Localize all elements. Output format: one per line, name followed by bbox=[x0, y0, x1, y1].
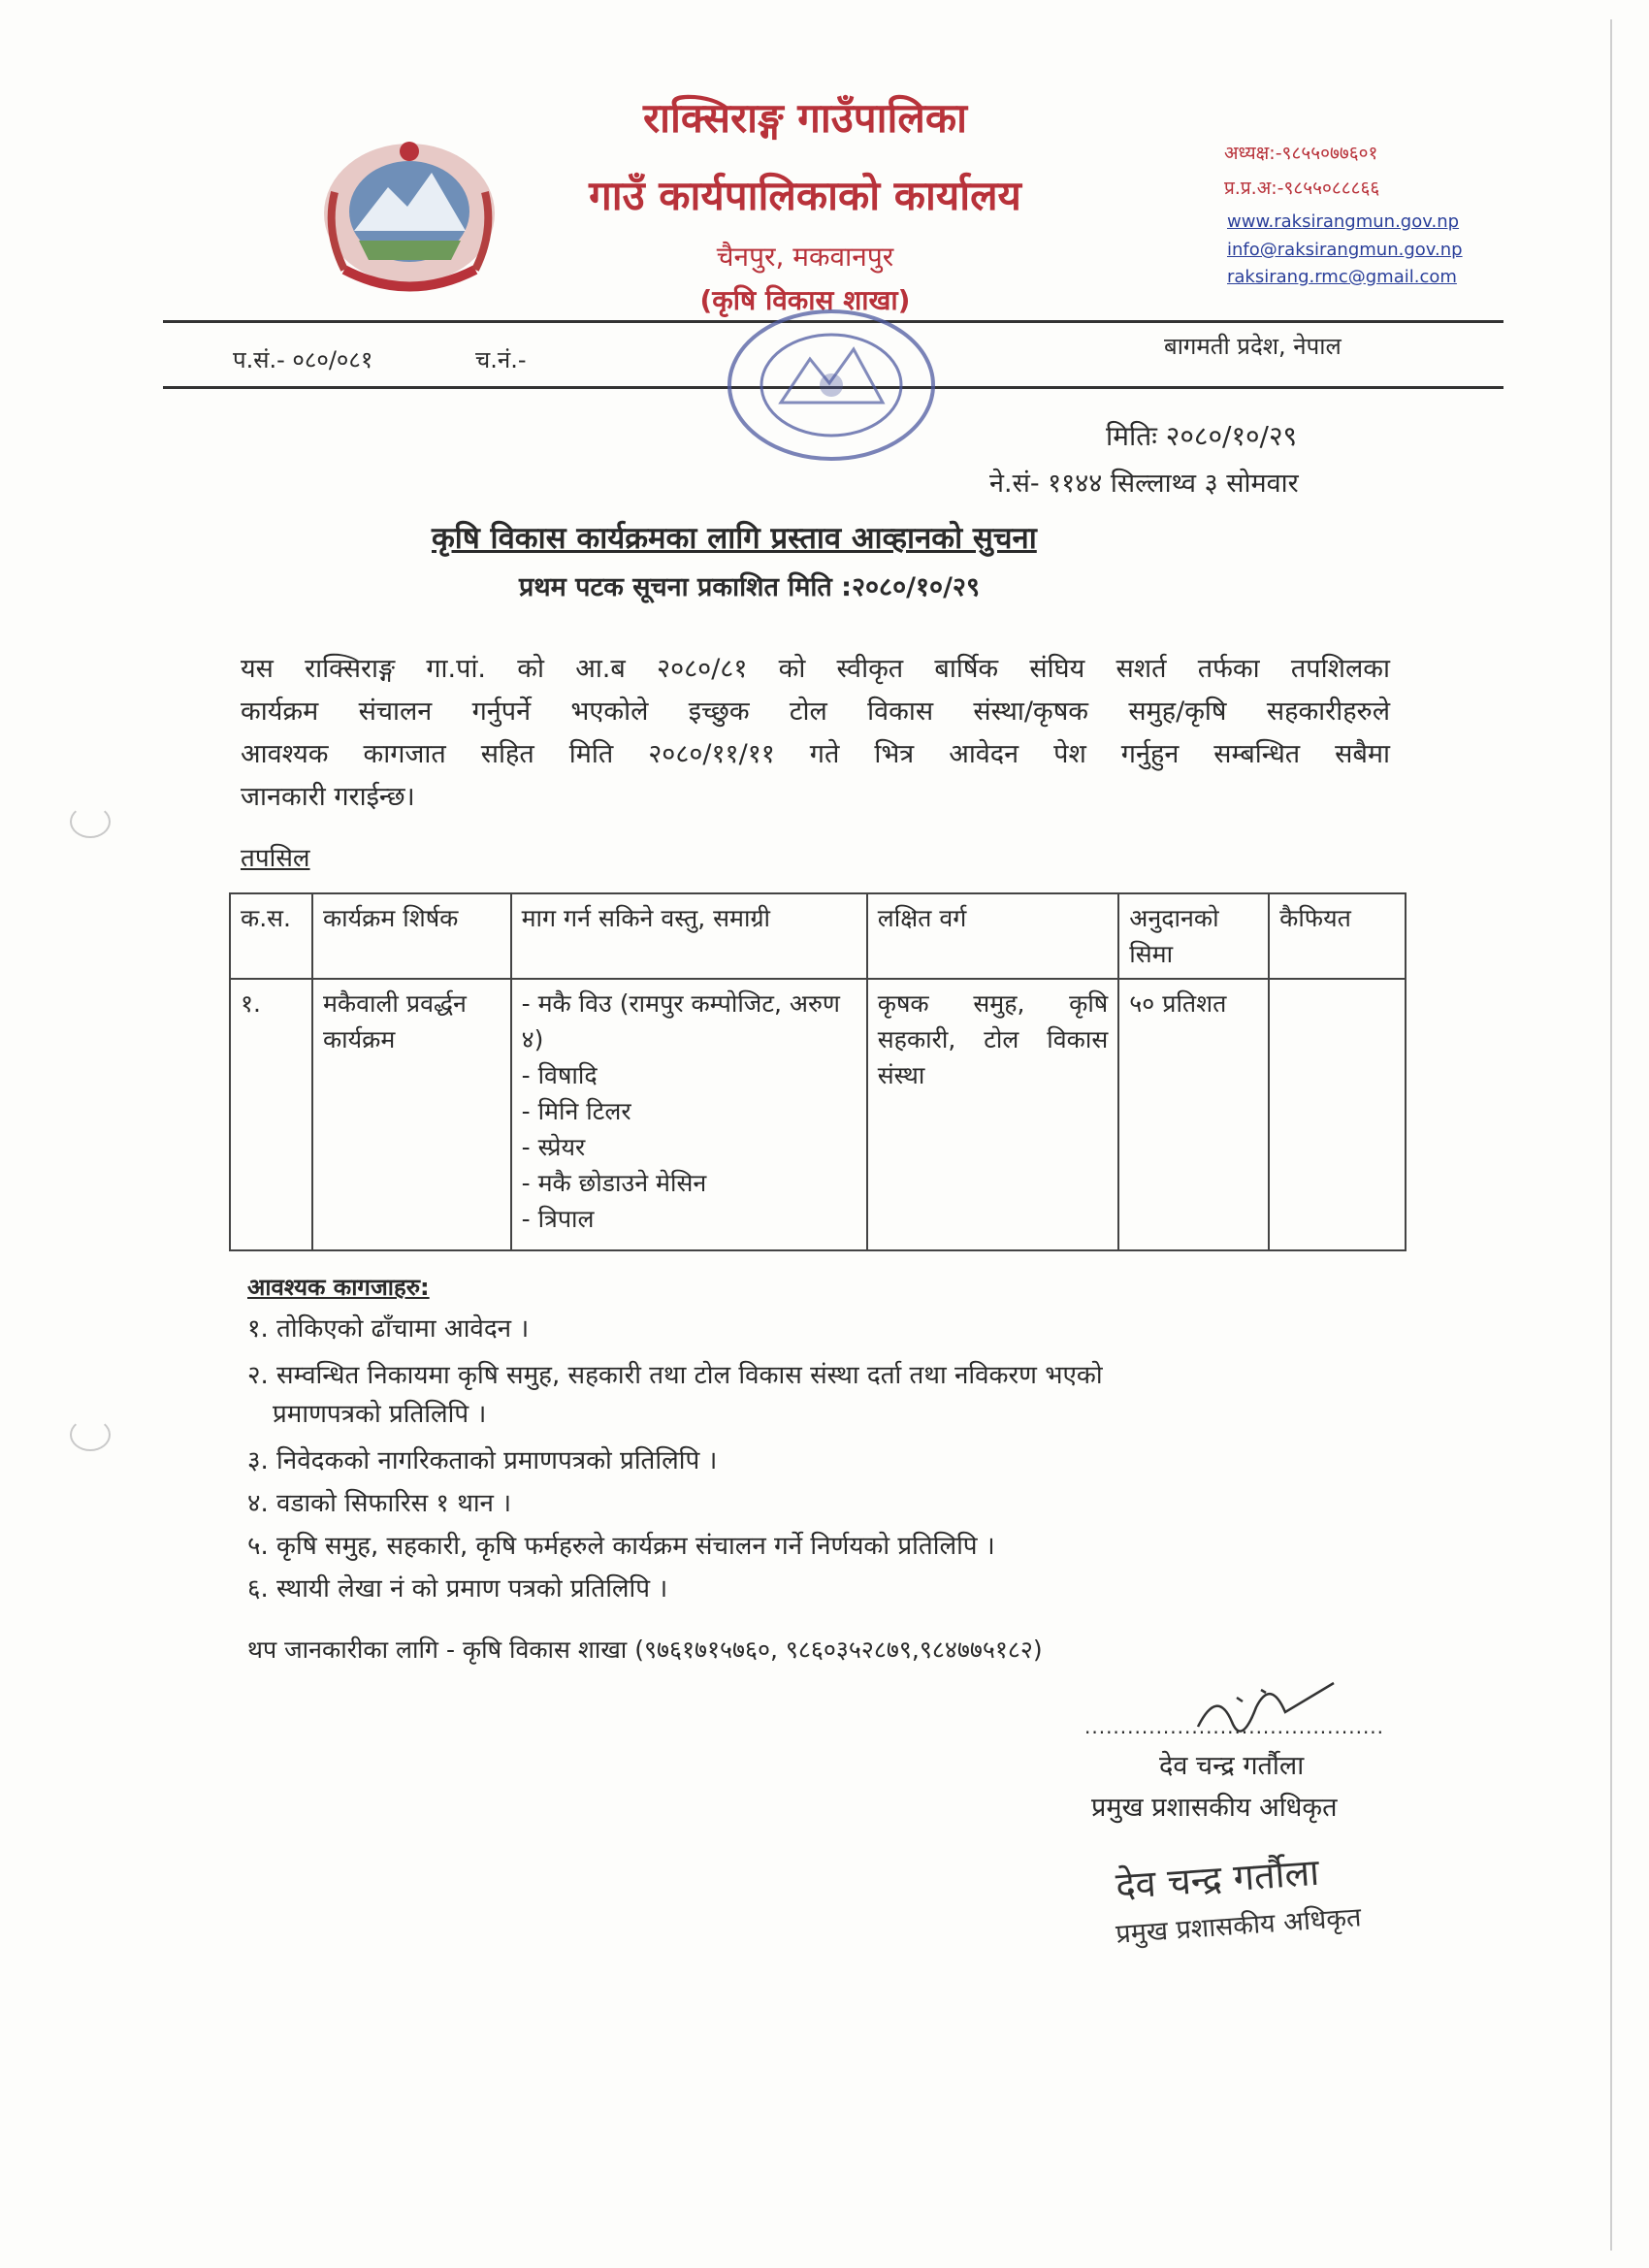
scan-punch-mark bbox=[70, 805, 111, 838]
header-cell-sn: क.स. bbox=[230, 893, 312, 979]
website-link[interactable]: www.raksirangmun.gov.np bbox=[1227, 211, 1460, 232]
notice-title: कृषि विकास कार्यक्रमका लागि प्रस्ताव आव्हानको सुचना bbox=[432, 521, 1037, 556]
documents-heading: आवश्यक कागजाहरु: bbox=[247, 1274, 430, 1301]
contact-note: थप जानकारीका लागि - कृषि विकास शाखा (९७६१७१५७६०, ९८६०३५२८७९,९८४७७५१८२) bbox=[247, 1636, 1043, 1664]
document-item: प्रमाणपत्रको प्रतिलिपि । bbox=[273, 1400, 487, 1429]
table-header-row bbox=[230, 893, 1406, 979]
signatory-designation: प्रमुख प्रशासकीय अधिकृत bbox=[1091, 1793, 1338, 1823]
document-item: ४. वडाको सिफारिस १ थान । bbox=[247, 1489, 512, 1518]
documents-list bbox=[247, 1310, 1402, 1608]
notice-subtitle: प्रथम पटक सूचना प्रकाशित मिति :२०८०/१०/२९ bbox=[519, 572, 981, 602]
item-line: - मकै विउ (रामपुर कम्पोजिट, अरुण ४) bbox=[521, 989, 840, 1053]
body-line: आवश्यक कागजात सहित मिति २०८०/११/११ गते भित्र आवेदन पेश गर्नुहुन सम्बन्धित सबैमा bbox=[241, 739, 1390, 769]
signature-scribble bbox=[1179, 1669, 1343, 1756]
office-address: चैनपुर, मकवानपुर bbox=[716, 241, 894, 273]
document-item: २. सम्वन्धित निकायमा कृषि समुह, सहकारी तथा टोल विकास संस्था दर्ता तथा नविकरण भएको bbox=[247, 1361, 1103, 1390]
program-table bbox=[229, 892, 1406, 1251]
office-section: (कृषि विकास शाखा) bbox=[699, 284, 911, 316]
email-link-info[interactable]: info@raksirangmun.gov.np bbox=[1227, 240, 1463, 260]
notice-body bbox=[241, 648, 1390, 819]
signature-dots: .......................................... bbox=[1084, 1715, 1385, 1738]
document-item: १. तोकिएको ढाँचामा आवेदन । bbox=[247, 1314, 530, 1344]
header-cell-remarks: कैफियत bbox=[1269, 893, 1406, 979]
header-cell-target: लक्षित वर्ग bbox=[867, 893, 1118, 979]
header-cell-items: माग गर्न सकिने वस्तु, समाग्री bbox=[511, 893, 867, 979]
date-bs: मितिः २०८०/१०/२९ bbox=[1106, 420, 1298, 452]
table-row bbox=[230, 979, 1406, 1250]
chair-phone: अध्यक्ष:-९८५५०७७६०१ bbox=[1224, 143, 1378, 164]
designation-stamp: प्रमुख प्रशासकीय अधिकृत bbox=[1115, 1902, 1363, 1950]
office-seal bbox=[723, 306, 941, 466]
municipality-name: राक्सिराङ्ग गाउँपालिका bbox=[643, 94, 967, 142]
name-stamp: देव चन्द्र गर्तौला bbox=[1114, 1850, 1321, 1908]
right-edge-line bbox=[1610, 19, 1612, 2251]
document-item: ६. स्थायी लेखा नं को प्रमाण पत्रको प्रतिलिपि । bbox=[247, 1574, 668, 1604]
signatory-name: देव चन्द्र गर्तौला bbox=[1159, 1751, 1305, 1781]
nepal-emblem bbox=[315, 134, 504, 299]
office-name: गाउँ कार्यपालिकाको कार्यालय bbox=[589, 172, 1021, 219]
body-line: जानकारी गराईन्छ। bbox=[241, 782, 415, 812]
cell-items bbox=[511, 979, 867, 1250]
item-line: - विषादि bbox=[521, 1061, 598, 1089]
cell-program: मकैवाली प्रवर्द्धन कार्यक्रम bbox=[312, 979, 511, 1250]
date-ns: ने.सं- ११४४ सिल्लाथ्व ३ सोमवार bbox=[989, 469, 1299, 499]
email-link-gmail[interactable]: raksirang.rmc@gmail.com bbox=[1227, 267, 1457, 287]
body-line: कार्यक्रम संचालन गर्नुपर्ने भएकोले इच्छुक टोल विकास संस्था/कृषक समुह/कृषि सहकारीहरुले bbox=[241, 697, 1390, 727]
cell-sn: १. bbox=[230, 979, 312, 1250]
header-cell-program: कार्यक्रम शिर्षक bbox=[312, 893, 511, 979]
cell-remarks bbox=[1269, 979, 1406, 1250]
cao-phone: प्र.प्र.अ:-९८५५०८८८६६ bbox=[1224, 178, 1380, 199]
reference-number: प.सं.- ०८०/०८१ bbox=[233, 346, 373, 373]
body-line: यस राक्सिराङ्ग गा.पां. को आ.ब २०८०/८१ को स्वीकृत बार्षिक संघिय सशर्त तर्फका तपशिलका bbox=[241, 654, 1390, 684]
cell-limit: ५० प्रतिशत bbox=[1118, 979, 1269, 1250]
scan-punch-mark bbox=[70, 1418, 111, 1451]
cell-target: कृषक समुह, कृषि सहकारी, टोल विकास संस्था bbox=[867, 979, 1118, 1250]
item-line: - त्रिपाल bbox=[521, 1205, 595, 1233]
details-label: तपसिल bbox=[241, 844, 310, 873]
item-line: - मिनि टिलर bbox=[521, 1097, 631, 1125]
document-item: ५. कृषि समुह, सहकारी, कृषि फर्महरुले कार्यक्रम संचालन गर्ने निर्णयको प्रतिलिपि । bbox=[247, 1532, 995, 1561]
province-name: बागमती प्रदेश, नेपाल bbox=[1164, 333, 1342, 360]
item-line: - स्प्रेयर bbox=[521, 1133, 586, 1161]
item-line: - मकै छोडाउने मेसिन bbox=[521, 1169, 707, 1197]
dispatch-number: च.नं.- bbox=[475, 346, 527, 373]
header-cell-limit: अनुदानको सिमा bbox=[1118, 893, 1269, 979]
document-item: ३. निवेदकको नागरिकताको प्रमाणपत्रको प्रतिलिपि । bbox=[247, 1446, 718, 1475]
